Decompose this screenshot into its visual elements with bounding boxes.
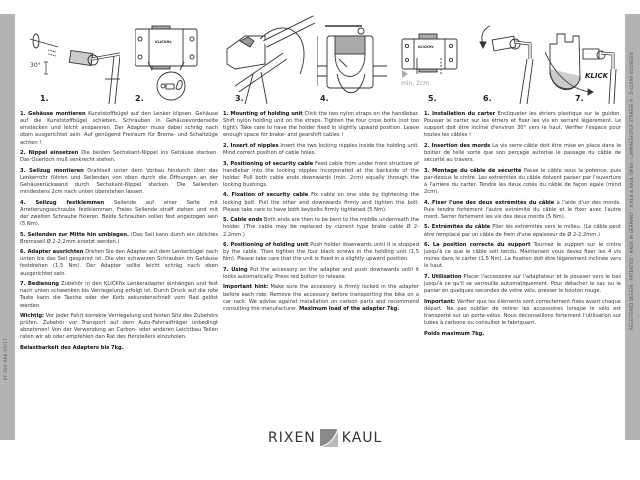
fr-important: Important: Vérifier que les éléments sont correctement fixés avant chaque départ. Ne pas oublier de retirer les accessoires lorsque le vélo est transporté sur un porte-vélos. Nous déconseillons fortement l'utilisation sur tubes à carbone ou consultez le fabriquant. [424,298,621,327]
de-step-3: 3. Seilzug montieren Drahtseil unter dem Vorbau hindurch über das Lenkerrohr führen und Seilenden von oben durch die Öffnungen an der Gehäuserückwand durch Sechskant-Nippel stecken. Die Seilenden mindestens 2cm nach unten überstehen lassen. [20,167,219,196]
svg-text:KLICKfix: KLICKfix [418,45,434,49]
fr-step-2: 2. Insertion des mords La vis serre-câble doit être mise en place dans le boitier de telle sorte que son perçage autorise le passage du câble de sécurité au travers. [424,142,621,164]
figure-2 [135,14,215,104]
en-step-2: 2. Insert of nipples Insert the two locking nipples inside the holding unit. Mind correct position of cable holes. [223,142,419,157]
english-instructions [223,111,419,316]
rixen-kaul-logo [268,427,382,449]
figure-number: 5. [428,94,437,103]
figure-7 [545,14,625,104]
en-step-4: 4. Fixation of security cable Fix cable on one side by tightening the locking bolt. Pull the other end downwards firmly and tighten the bolt. Please take care to have both keybolts firmly tightened (5 Nm). [223,192,419,213]
fr-step-3: 3. Montage du câble de sécurité Passe le câble sous la potence, puis par-dessus le cintre. Les extrémités du câble doivent passer par l'ouverture à l'arrière du carter. Tendre les deux cotés du câble de façon égale (mind 2cm). [424,167,621,196]
en-step-3: 3. Positioning of security cable Feed cable from under front structure of handlebar into the locking nipples incorporated at the backside of the holder. Pull both cable ends downwards (min. 2cm) equally through the locking bushings. [223,160,419,188]
french-instructions [424,111,621,341]
adjust-holder-icon [475,14,535,104]
figure-number: 3. [235,94,244,103]
de-step-5: 5. Seilenden zur Mitte hin umbiegen. (Das Seil kann durch ein übliches Bremsseil Ø 2-2,2mm ersetzt werden.) [20,231,218,245]
logo-mark-icon [320,429,338,447]
fr-step-7: 7. Utilisation Placer l'accessoire sur l'adaptateur et le pousser vers le bas jusqu'à ce qu'il se verrouille automatiquement. Pour détacher le sac ou le panier en quelques secondes de votre vélo, presser le bouton rouge. [424,273,621,295]
product-code: KF 300 RAK 05/17 [3,337,8,380]
figure-4 [317,14,387,104]
fr-step-1: 1. Installation du carter Encliqueter les étriers plastique sur le guidon. Pousser le carter sur les étriers et fixer les vis en serrant légèrement. Le support doit être incliné d'environ 30° vers le haut. Vérifier l'espace pour toutes les câbles ! [424,111,621,139]
logo-text-right: KAUL [341,430,383,446]
en-step-7: 7. Using Put the accessory on the adapter and push downwards until it locks automatically. Press red button to release. [223,266,420,280]
en-step-1: 1. Mounting of holding unit Click the two nylon straps on the handlebar. Shift nylon holding unit on the straps. Tighten the four cross bolts (not too tight). Take care to have the holder fixed in slightly upward position. Leave enough space for brake- and gearshift cables ! [223,111,420,139]
right-margin-strip [625,14,640,440]
figure-1 [20,14,120,104]
fr-step-6: 6. La position correcte du support Tournez le support sur le cintre jusqu'à ce que le câble soit tendu. Maintenant vous devez fixer les 4 vis noires dans le carter (1,5 Nm). La fixation doit être légèrement inclinée vers le haut. [424,241,621,270]
de-step-6: 6. Adapter ausrichten Drehen Sie den Adapter auf dem Lenkerbügel nach unten bis das Seil gespannt ist. Die vier schwarzen Schrauben im Gehäuse festdrehen (1,5 Nm). Der Adapter sollte leicht schräg nach oben ausgerichtet sein. [20,249,218,277]
holder-nipples-icon [135,14,215,104]
attach-bag-click-icon [545,14,625,104]
de-step-2: 2. Nippel einsetzen Die beiden Sechskant-Nippel ins Gehäuse stecken. Das Querloch muß senkrecht stehen. [20,150,218,164]
logo-text-left: RIXEN [268,430,316,446]
fr-step-5: 5. Extrémités du câble Plier les extrémités vers le milieu. (Le câble peut être remplacé par un câble de frein d'une épaisseur de Ø 2-2.2mm.) [424,224,621,238]
fr-max-load: Poids maximum 7kg. [424,330,485,337]
de-max-load: Belastbarkeit des Adapters bis 7kg. [20,344,124,351]
figure-number: 2. [135,94,144,103]
cable-routing-icon [225,14,315,104]
figure-number: 7. [575,94,584,103]
instruction-figures [15,14,625,104]
svg-text:KLICKfix: KLICKfix [155,40,172,44]
svg-text:30°: 30° [30,62,41,69]
figure-5 [397,14,467,104]
de-step-7: 7. Bedienung Zubehör in den KLICKfix Lenkeradapter einhängen und fest nach unten schwenken bis Verriegelung erfolgt ist. Durch Druck auf die rote Taste kann die Tasche oder der Korb sekundenschnell vom Rad gelöst werden. [20,281,219,309]
min-length-label: min. 2cm [401,80,430,87]
figure-3 [225,14,315,104]
left-margin-strip [0,14,15,440]
svg-text:KLICK: KLICK [585,72,609,80]
de-step-1: 1. Gehäuse montieren Kunststoffbügel auf den Lenker klipsen. Gehäuse auf die Kunststoffbügel schieben. Schrauben in Gehäusevorderseite einstecken und leicht anspannen. Der Adapter muss dabei schräg nach oben ausgerichtet sein. Auf genügend Freiraum für Brems- und Schaltzüge achten ! [20,111,218,146]
figure-number: 1. [40,94,49,103]
de-important: Wichtig: Vor jeder Fahrt korrekte Verriegelung und festen Sitz des Zubehörs prüfen. Zubehör vor Transport auf dem Auto-Fahrradträger unbedingt abnehmen! Von der Verwendung an Carbon- oder anderen Leichtbau Teilen raten wir ab oder empfehlen den Rat des Herstellers einzuholen. [20,312,218,341]
figure-6 [475,14,535,104]
figure-number: 4. [320,94,329,103]
de-step-4: 4. Seilzug festklemmen Seilende auf einer Seite mit Arretierungsschraube festklemmen. Freies Seilende straff ziehen und mit der zweiten Schraube fixieren. Beide Schrauben sollen fest angezogen sein (5 Nm). [20,199,218,228]
fr-step-4: 4. Fixer l'une des deux extrémités du câble à l'aide d'un des mords. Puis tendre fortement l'autre extrémité du câble et le fixer avec l'autre mord. Serrer fortement les vis des deux mords (5 Nm). [424,199,621,220]
en-step-6: 6. Positioning of holding unit Push holder downwards until it is stopped by the cable. Then tighten the four black screws in the holding unit (1,5 Nm). Please take care that the unit is fixed in a slightly upward position. [223,241,419,263]
en-max-load: Maximum load of the adapter 7kg. [299,305,400,312]
figure-number: 6. [483,94,492,103]
en-step-5: 5. Cable ends Both ends are then to be bent to the middle underneath the holder. (The cable may be replaced by current type brake cable Ø 2-2.2mm.) [223,217,419,238]
company-imprint: REGISTERED DESIGN · PATENTED · MADE IN GERMANY · RIXEN & KAUL GMBH · LIMMINGHOFER STRASSE 9 · D-42699 SOLINGEN [629,52,634,330]
en-important: Important hint: Make sure the accessory is firmly locked in the adapter before each ride. Remove the accessory before transporting the bike on a car rack. We advise against installation on carbon parts and recommend consulting the manufacturer. Maximum load of the adapter 7kg. [223,284,419,312]
handlebar-mount-icon [20,14,120,104]
cable-tightening-icon [317,14,387,104]
german-instructions [20,111,218,355]
